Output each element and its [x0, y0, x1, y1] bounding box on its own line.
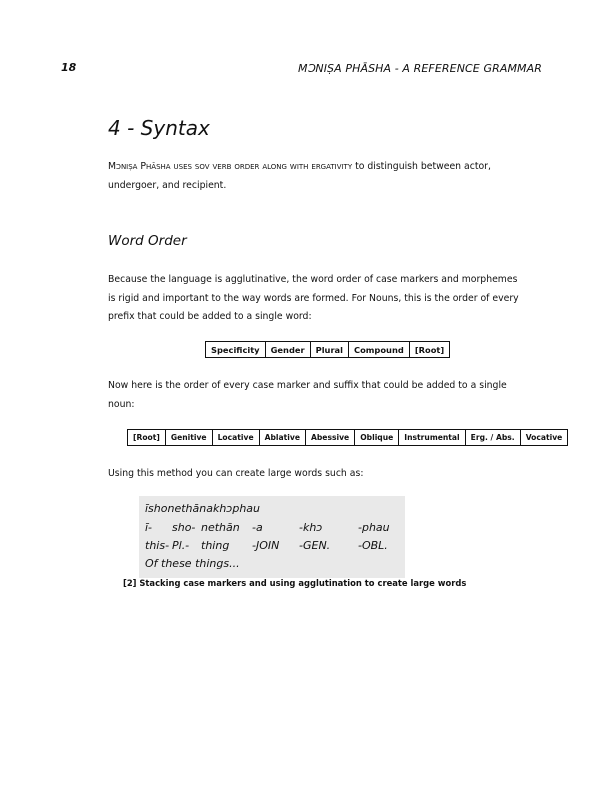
gloss-segment: ī-	[145, 521, 153, 534]
para-line: is rigid and important to the way words are formed. For Nouns, this is the order of every	[108, 292, 519, 304]
table-cell: Locative	[212, 430, 259, 446]
table-cell: Instrumental	[399, 430, 465, 446]
gloss-segment: -phau	[358, 521, 390, 534]
gloss-label: -OBL.	[358, 539, 388, 552]
para-line: noun:	[108, 398, 135, 410]
table-cell: Plural	[310, 342, 348, 358]
table-cell: Oblique	[355, 430, 399, 446]
example-word: īshonethānakhɔphau	[145, 502, 261, 515]
example-caption: [2] Stacking case markers and using agglutination to create large words	[123, 578, 467, 588]
table-cell: Compound	[348, 342, 409, 358]
gloss-label: -JOIN	[252, 539, 280, 552]
table-cell: Abessive	[305, 430, 354, 446]
gloss-label: Pl.-	[172, 539, 190, 552]
gloss-segment: -khɔ	[299, 521, 323, 534]
table-cell: [Root]	[128, 430, 166, 446]
interlinear-gloss-box	[139, 496, 405, 578]
intro-paragraph	[108, 158, 528, 195]
para-line: Now here is the order of every case marker and suffix that could be added to a single	[108, 380, 507, 391]
table-cell: Genitive	[165, 430, 212, 446]
table-cell: [Root]	[409, 342, 449, 358]
example-intro: Using this method you can create large words such as:	[108, 468, 364, 479]
gloss-translation: Of these things...	[145, 557, 240, 570]
prefix-order-table	[205, 341, 450, 358]
gloss-segment: sho-	[172, 521, 196, 534]
intro-rest: to distinguish between actor,	[352, 161, 491, 172]
intro-line2: undergoer, and recipient.	[108, 179, 227, 191]
section-heading: Word Order	[108, 233, 187, 249]
suffix-intro-paragraph	[108, 377, 528, 414]
gloss-label: -GEN.	[299, 539, 331, 552]
gloss-segment: -a	[252, 521, 263, 534]
chapter-title: 4 - Syntax	[108, 116, 210, 140]
table-cell: Specificity	[206, 342, 266, 358]
table-cell: Ablative	[259, 430, 305, 446]
page-number: 18	[61, 61, 77, 74]
gloss-label: this-	[145, 539, 170, 552]
gloss-label: thing	[201, 539, 230, 552]
table-cell: Gender	[265, 342, 310, 358]
suffix-order-table	[127, 429, 568, 446]
running-title: MƆNIṢA PHĀSHA - A REFERENCE GRAMMAR	[297, 62, 542, 75]
language-name: Mɔniṣa Phāsha	[108, 161, 171, 172]
table-cell: Erg. / Abs.	[465, 430, 520, 446]
intro-smallcaps: uses sov verb order along with ergativity	[170, 161, 353, 172]
gloss-segment: nethān	[201, 521, 240, 534]
word-order-paragraph	[108, 271, 528, 327]
para-line: prefix that could be added to a single word:	[108, 311, 312, 322]
para-line: Because the language is agglutinative, the word order of case markers and morphemes	[108, 274, 518, 285]
table-cell: Vocative	[520, 430, 568, 446]
